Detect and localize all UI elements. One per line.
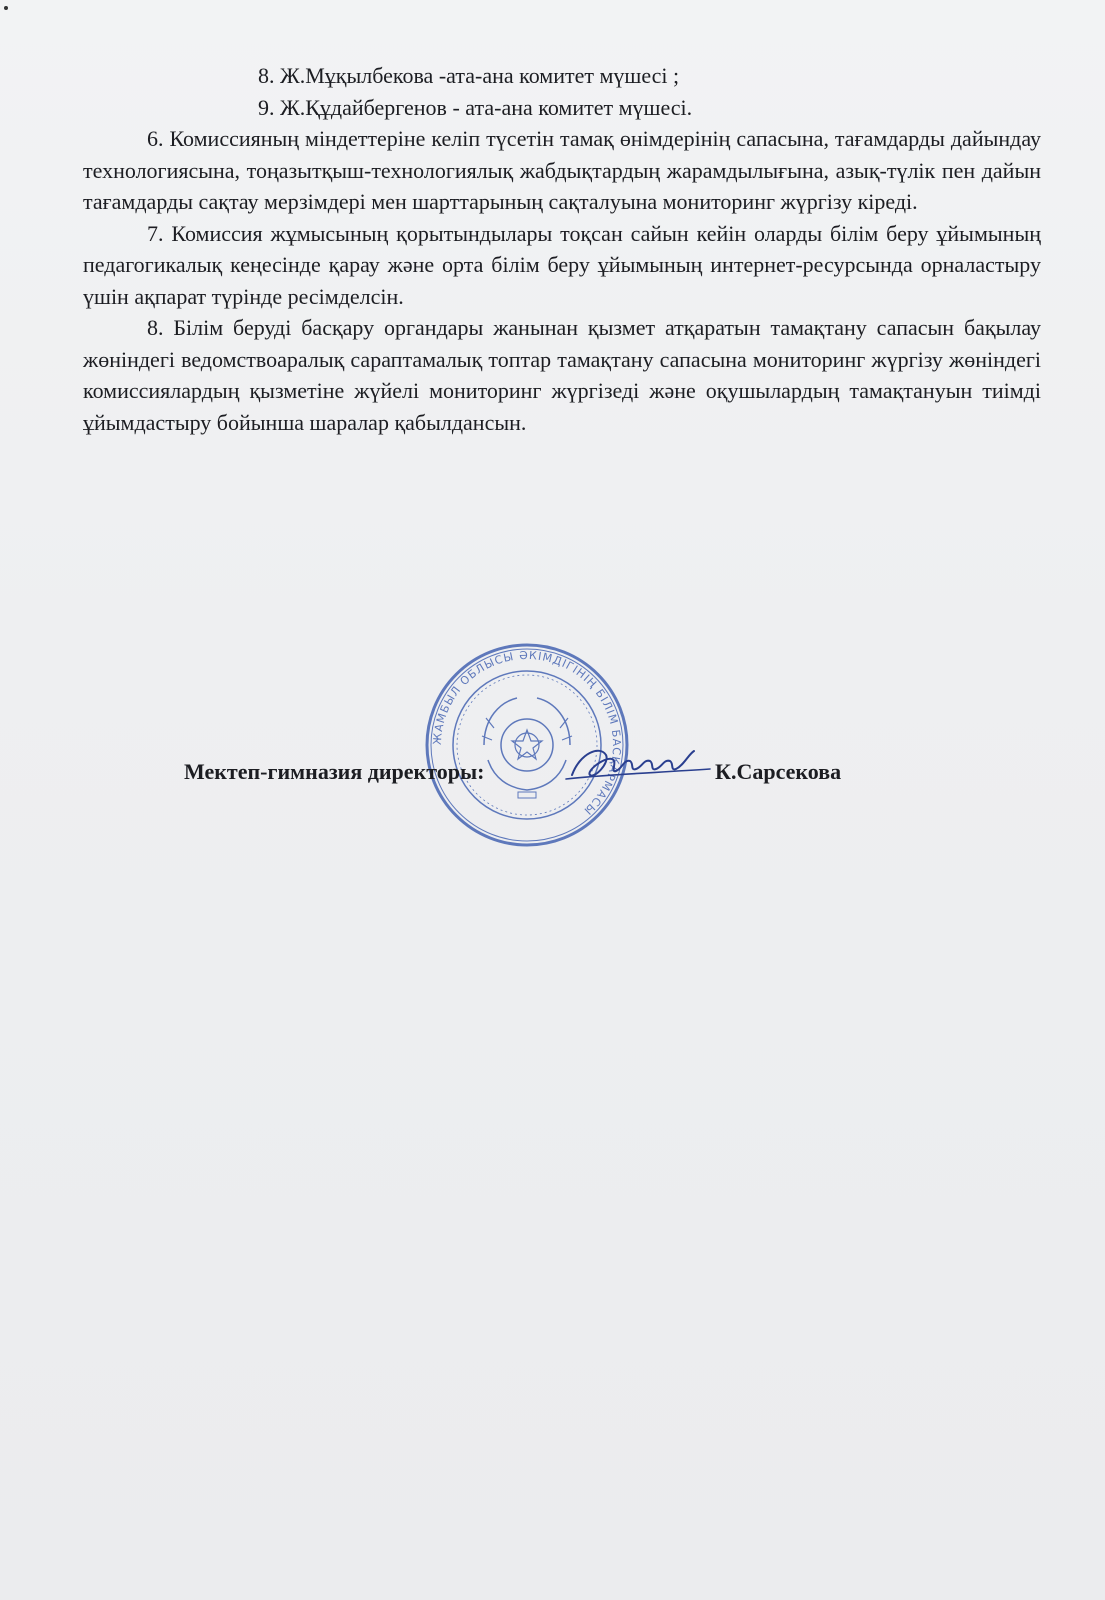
signature-line [184,755,904,815]
document-body [83,60,1041,438]
paragraph-7: 7. Комиссия жұмысының қорытындылары тоқсан сайын кейін оларды білім беру ұйымының педагогикалық кеңесінде қарау және орта білім беру ұйымының интернет-ресурсында орналастыру үшін ақпарат түрінде ресімделсін. [83,220,1041,309]
paragraph-8: 8. Білім беруді басқару органдары жанынан қызмет атқаратын тамақтану сапасын бақылау жөніндегі ведомствоаралық сараптамалық топтар тамақтану сапасына мониторинг жүргізу жөніндегі комиссиялардың қызметіне жүйелі мониторинг жүргізеді және оқушылардың тамақтануын тиімді ұйымдастыру бойынша шаралар қабылдансын. [83,315,1041,435]
committee-member-9: 9. Ж.Құдайбергенов - ата-ана комитет мүшесі. [258,94,693,120]
director-name: К.Сарсекова [715,759,842,784]
director-title: Мектеп-гимназия директоры: [184,759,485,784]
stamp-ring-text: ЖАМБЫЛ ОБЛЫСЫ ӘКІМДІГІНІҢ БІЛІМ БАСҚАРМАСЫ [430,648,624,818]
committee-member-8: 8. Ж.Мұқылбекова -ата-ана комитет мүшесі ; [258,63,680,88]
paragraph-6: 6. Комиссияның міндеттеріне келіп түсетін тамақ өнімдерінің сапасына, тағамдарды дайындау технологиясына, тоңазытқыш-технологиялық жабдықтардың жарамдылығына, азық-түлік пен дайын тағамдарды сақтау мерзімдері мен шарттарының сақталуына мониторинг жүргізу кіреді. [83,126,1041,214]
corner-dot [4,6,8,10]
